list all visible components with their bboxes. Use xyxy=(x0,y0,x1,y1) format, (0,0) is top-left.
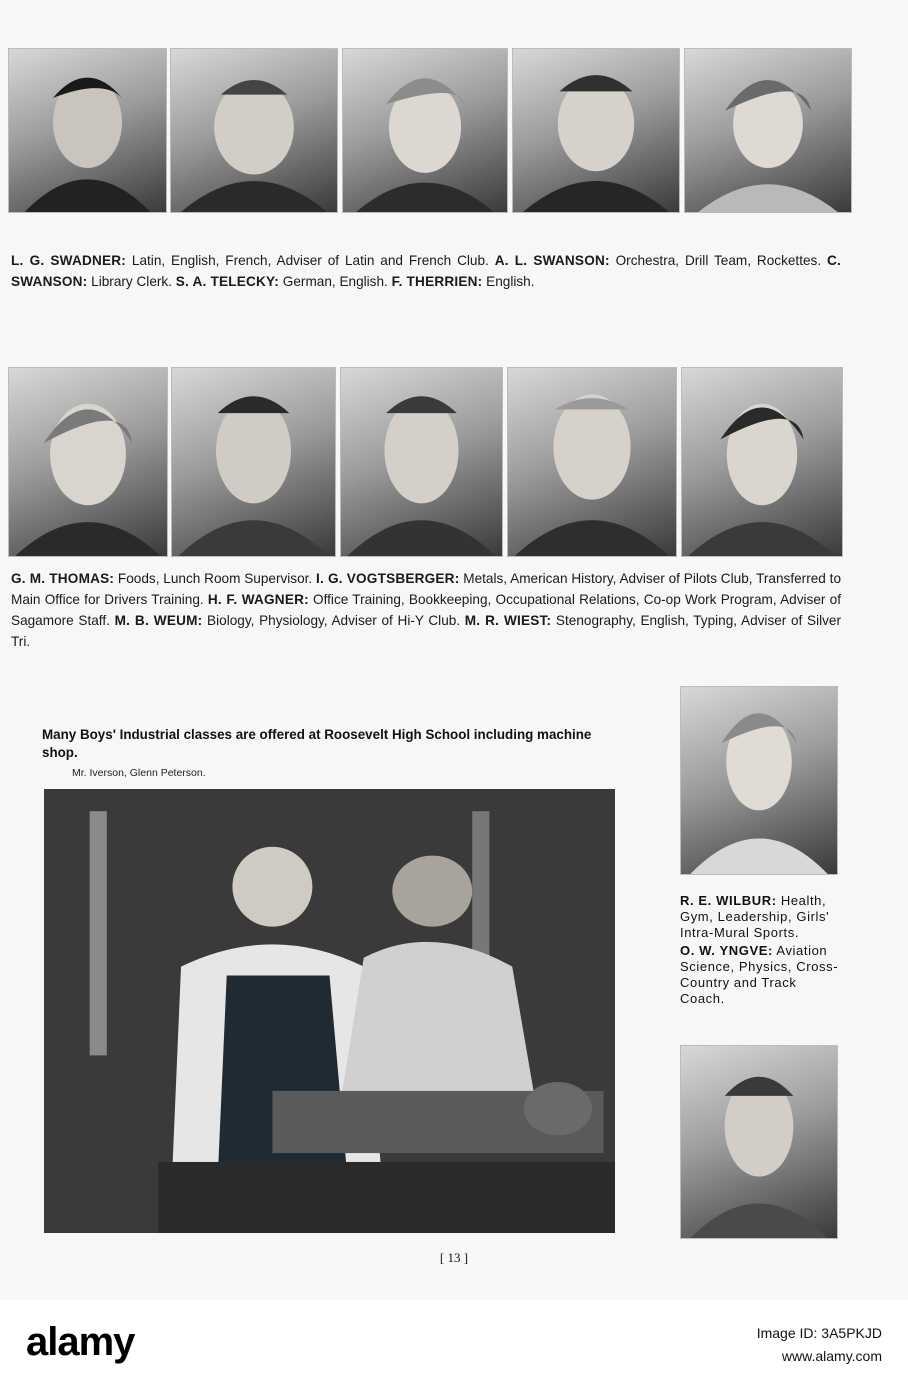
image-id: Image ID: 3A5PKJD xyxy=(756,1325,882,1341)
caption-desc: Orchestra, Drill Team, Rockettes. xyxy=(609,253,827,268)
shop-credit: Mr. Iverson, Glenn Peterson. xyxy=(72,767,206,779)
side-entry xyxy=(680,943,845,1007)
caption-name: C. SWANSON: xyxy=(11,253,841,289)
row2-caption xyxy=(11,568,841,652)
caption-desc: Foods, Lunch Room Supervisor. xyxy=(114,571,317,586)
caption-desc: Library Clerk. xyxy=(87,274,176,289)
caption-name: R. E. WILBUR: xyxy=(680,893,777,908)
page-number: [ 13 ] xyxy=(439,1250,469,1265)
caption-name: S. A. TELECKY: xyxy=(175,274,280,289)
site-url: www.alamy.com xyxy=(781,1348,882,1364)
stock-footer xyxy=(0,1300,908,1390)
caption-desc: Health, Gym, Leadership, Girls' Intra-Mural Sports. xyxy=(680,893,830,940)
caption-desc: Latin, English, French, Adviser of Latin and French Club. xyxy=(126,253,495,268)
portrait-c-swanson xyxy=(342,48,508,213)
portrait-yngve xyxy=(680,1045,838,1239)
shop-caption: Many Boys' Industrial classes are offered at Roosevelt High School including machine shop. xyxy=(42,727,592,760)
machine-shop-photo xyxy=(44,789,615,1233)
caption-name: M. R. WIEST: xyxy=(464,613,552,628)
caption-name: L. G. SWADNER: xyxy=(11,253,127,268)
caption-name: H. F. WAGNER: xyxy=(207,592,309,607)
caption-desc: Stenography, English, Typing, Adviser of Silver Tri. xyxy=(11,613,841,649)
caption-name: F. THERRIEN: xyxy=(391,274,483,289)
caption-desc: Metals, American History, Adviser of Pilots Club, Transferred to Main Office for Drivers Training. xyxy=(11,571,842,607)
portrait-al-swanson xyxy=(170,48,338,213)
portrait-wagner xyxy=(340,367,503,557)
caption-desc: Office Training, Bookkeeping, Occupational Relations, Co-op Work Program, Adviser of Sagamore Staff. xyxy=(11,592,841,628)
caption-desc: Aviation Science, Physics, Cross-Country and Track Coach. xyxy=(680,943,839,1006)
portrait-swadner xyxy=(8,48,167,213)
portrait-therrien xyxy=(684,48,852,213)
caption-desc: German, English. xyxy=(279,274,392,289)
portrait-wilbur xyxy=(680,686,838,875)
caption-desc: Biology, Physiology, Adviser of Hi-Y Club. xyxy=(202,613,465,628)
caption-name: M. B. WEUM: xyxy=(114,613,203,628)
side-entry xyxy=(680,893,845,941)
alamy-logo: alamy xyxy=(26,1320,135,1364)
portrait-telecky xyxy=(512,48,680,213)
caption-name: I. G. VOGTSBERGER: xyxy=(316,571,460,586)
caption-desc: English. xyxy=(482,274,535,289)
caption-name: A. L. SWANSON: xyxy=(494,253,610,268)
portrait-thomas xyxy=(8,367,168,557)
portrait-vogtsberger xyxy=(171,367,336,557)
caption-name: G. M. THOMAS: xyxy=(11,571,115,586)
portrait-weum xyxy=(507,367,677,557)
side-captions xyxy=(680,893,845,1007)
row1-caption xyxy=(11,250,841,292)
caption-name: O. W. YNGVE: xyxy=(680,943,773,958)
portrait-wiest xyxy=(681,367,843,557)
